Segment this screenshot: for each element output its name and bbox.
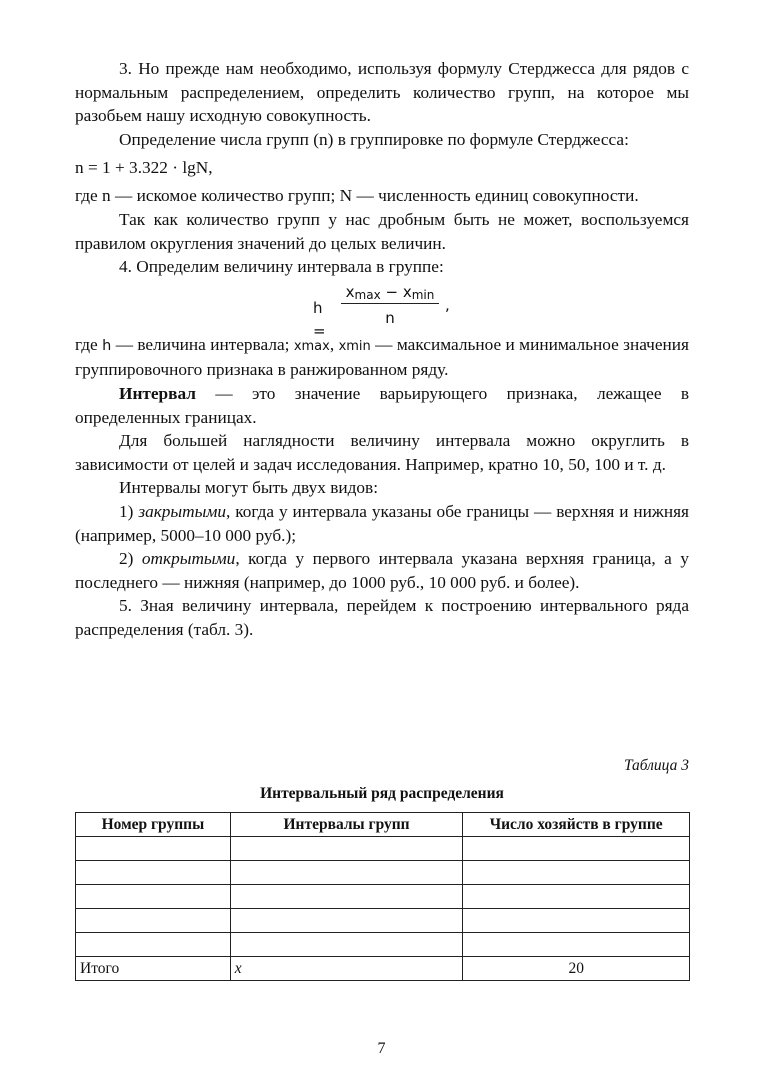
- paragraph-step-3: 3. Но прежде нам необходимо, используя формулу Стерджесса для рядов с нормальным распределением, определить количество групп, на которое мы разобьем нашу исходную совокупность.: [75, 59, 689, 126]
- paragraph-closed-intervals: 1) закрытыми, когда у интервала указаны обе границы — верхняя и нижняя (например, 5000–10 000 руб.);: [75, 501, 689, 545]
- paragraph-sturges-definition: Определение числа групп (n) в группировке по формуле Стерджесса:: [119, 129, 629, 149]
- distribution-table: [75, 812, 690, 981]
- header-farm-count: Число хозяйств в группе: [463, 813, 690, 837]
- formula-lhs: h =: [313, 298, 326, 341]
- formula-interval: [75, 281, 689, 341]
- table-total-row: [76, 957, 690, 981]
- table-title: Интервальный ряд распределения: [260, 785, 504, 802]
- paragraph-step-4: 4. Определим величину интервала в группе:: [119, 257, 444, 277]
- table-row: [76, 885, 690, 909]
- fraction-bar: [341, 303, 439, 304]
- header-group-number: Номер группы: [76, 813, 231, 837]
- paragraph-where-h: где h — величина интервала; xmax, xmin — максимальное и минимальное значения группировочного признака в ранжированном ряду.: [75, 334, 689, 380]
- paragraph-step-5: 5. Зная величину интервала, перейдем к построению интервального ряда распределения (табл. 3).: [75, 596, 689, 639]
- table-row: [76, 909, 690, 933]
- paragraph-rounding: Так как количество групп у нас дробным быть не может, воспользуемся правилом округления значений до целых величин.: [75, 209, 689, 253]
- page-number: 7: [377, 1040, 386, 1057]
- formula-denominator: n: [385, 308, 395, 327]
- paragraph-interval-definition: Интервал — это значение варьирующего признака, лежащее в определенных границах.: [75, 383, 690, 427]
- formula-comma: ,: [445, 295, 450, 314]
- table-caption: Таблица 3: [623, 757, 689, 774]
- paragraph-rounding-interval: Для большей наглядности величину интервала можно округлить в зависимости от целей и задач исследования. Например, кратно 10, 50, 100 и т. д.: [75, 431, 689, 474]
- table-row: [76, 861, 690, 885]
- paragraph-interval-types: Интервалы могут быть двух видов:: [119, 478, 378, 498]
- body-text: [75, 57, 689, 641]
- paragraph-open-intervals: 2) открытыми, когда у первого интервала указана верхняя граница, а у последнего — нижняя (например, до 1000 руб., 10 000 руб. и более).: [75, 549, 689, 592]
- total-count: 20: [463, 957, 690, 981]
- header-group-intervals: Интервалы групп: [230, 813, 463, 837]
- table-row: [76, 837, 690, 861]
- table-header-row: [76, 813, 690, 837]
- formula-numerator: $x_{max} - x_{min}$: [345, 282, 435, 302]
- total-label: Итого: [76, 957, 231, 981]
- table-row: [76, 933, 690, 957]
- paragraph-where-n: где n — искомое количество групп; N — численность единиц совокупности.: [75, 186, 639, 206]
- formula-sturges: n = 1 + 3.322 · lgN,: [75, 158, 213, 178]
- total-interval: x: [230, 957, 463, 981]
